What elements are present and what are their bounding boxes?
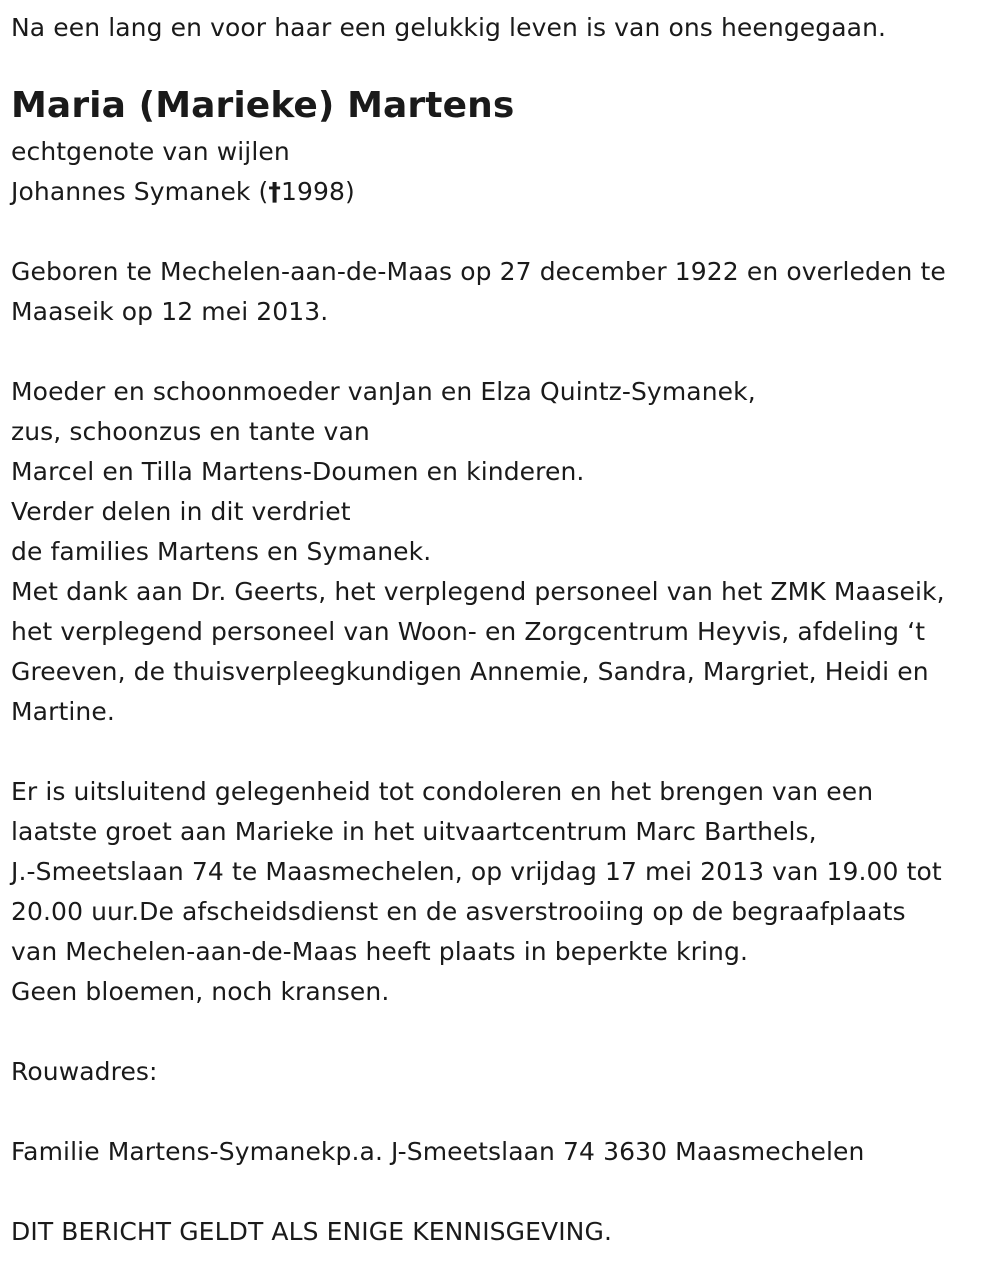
address-label: Rouwadres: [11, 1057, 158, 1086]
no-flowers-line: Geen bloemen, noch kransen. [11, 977, 390, 1006]
spacer [11, 1092, 991, 1132]
spacer [11, 332, 991, 372]
spouse-line: echtgenote van wijlen [11, 137, 290, 166]
family-line: de families Martens en Symanek. [11, 537, 432, 566]
spacer [11, 212, 991, 252]
obituary-document [11, 8, 991, 1252]
family-line: Moeder en schoonmoeder vanJan en Elza Quintz-Symanek, [11, 377, 756, 406]
spouse-death-year: 1998) [281, 177, 355, 206]
spouse-name-line [11, 172, 991, 212]
spacer [11, 1012, 991, 1052]
ceremony-line: van Mechelen-aan-de-Maas heeft plaats in beperkte kring. [11, 937, 749, 966]
thanks-line: Martine. [11, 697, 115, 726]
ceremony-line: Er is uitsluitend gelegenheid tot condoleren en het brengen van een [11, 777, 874, 806]
thanks-line: Greeven, de thuisverpleegkundigen Annemie, Sandra, Margriet, Heidi en [11, 657, 929, 686]
birth-death-line: Geboren te Mechelen-aan-de-Maas op 27 december 1922 en overleden te [11, 257, 946, 286]
deceased-name: Maria (Marieke) Martens [11, 85, 515, 126]
notice-text: DIT BERICHT GELDT ALS ENIGE KENNISGEVING. [11, 1217, 612, 1246]
intro-text: Na een lang en voor haar een gelukkig leven is van ons heengegaan. [11, 13, 887, 42]
spouse-name: Johannes Symanek ( [11, 177, 269, 206]
thanks-line: het verplegend personeel van Woon- en Zorgcentrum Heyvis, afdeling ‘t [11, 617, 926, 646]
ceremony-line: J.-Smeetslaan 74 te Maasmechelen, op vrijdag 17 mei 2013 van 19.00 tot [11, 857, 942, 886]
ceremony-line: laatste groet aan Marieke in het uitvaartcentrum Marc Barthels, [11, 817, 817, 846]
family-line: zus, schoonzus en tante van [11, 417, 370, 446]
spacer [11, 732, 991, 772]
thanks-line: Met dank aan Dr. Geerts, het verplegend personeel van het ZMK Maaseik, [11, 577, 945, 606]
family-line: Marcel en Tilla Martens-Doumen en kinderen. [11, 457, 585, 486]
mourning-address: Familie Martens-Symanekp.a. J-Smeetslaan 74 3630 Maasmechelen [11, 1137, 865, 1166]
ceremony-line: 20.00 uur.De afscheidsdienst en de asverstrooiing op de begraafplaats [11, 897, 906, 926]
cross-icon: † [268, 177, 282, 206]
birth-death-line: Maaseik op 12 mei 2013. [11, 297, 329, 326]
family-line: Verder delen in dit verdriet [11, 497, 351, 526]
spacer [11, 1172, 991, 1212]
